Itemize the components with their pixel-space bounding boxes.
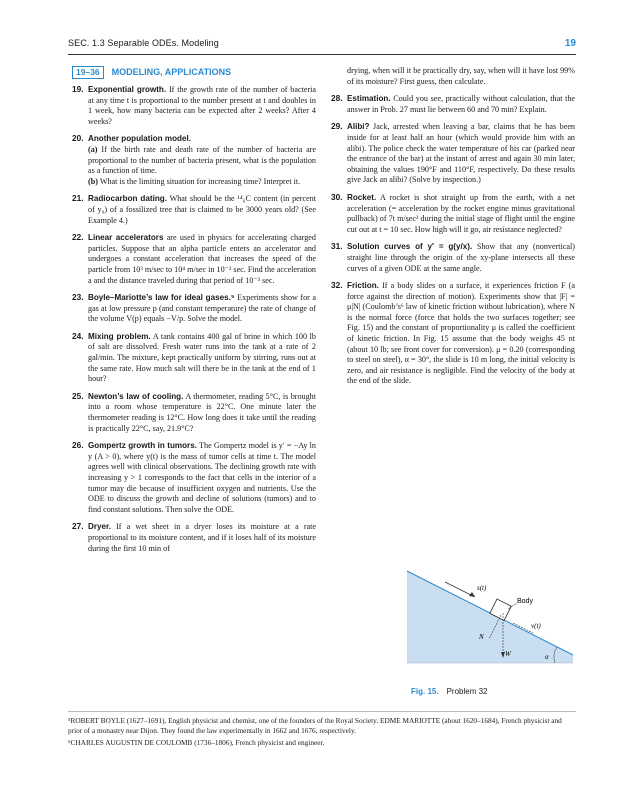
footnote-rule <box>68 711 576 712</box>
figure-caption <box>411 687 487 696</box>
label-body: Body <box>517 598 533 605</box>
left-column <box>72 66 316 560</box>
problem-25: 25. Newton’s law of cooling. A thermometer, reading 5°C, is brought into a room whose temperature is 22°C. One minute later the thermometer reading is 12°C. How long does it take until the reading is practically 22°C, say, 21.9°C? <box>72 390 316 433</box>
footnotes <box>68 716 576 751</box>
problem-23: 23. Boyle–Mariotte’s law for ideal gases.⁵ Experiments show for a gas at low pressure p (and constant temperature) the rate of change of the volume V(p) equals −V/p. Solve the model. <box>72 292 316 324</box>
problem-20: 20. Another population model. <box>72 133 191 144</box>
footnote-5: ⁵ROBERT BOYLE (1627–1691), English physicist and chemist, one of the founders of the Royal Society. EDME MARIOTTE (about 1620–1684), French physicist and prior of a monastry near Dijon. They found the law experimentally in 1662 and 1676, respectively. <box>68 716 562 735</box>
problem-31: 31. Solution curves of y′ = g(y/x). Show that any (nonvertical) straight line through the origin of the xy-plane intersects all these curves of a given ODE at the same angle. <box>331 241 575 273</box>
problem-set-heading: MODELING, APPLICATIONS <box>111 67 232 77</box>
problem-27: 27. Dryer. If a wet sheet in a dryer loses its moisture at a rate proportional to its moisture content, and if it loses half of its moisture during the first 10 min of <box>72 521 316 553</box>
problem-32: 32. Friction. If a body slides on a surface, it experiences friction F (a force against the direction of motion). Experiments show that |F| = μ|N| (Coulomb’s⁶ law of kinetic friction without lubrication), where N is the normal force (force that holds the two surfaces together; see Fig. 15) and the constant of proportionality μ is called the coefficient of kinetic friction. In Fig. 15 assume that the body weighs 45 nt (about 10 lb; see front cover for conversion). μ = 0.20 (corresponding to steel on steel), α = 30°, the slide is 10 m long, the initial velocity is zero, and air resistance is negligible. Find the velocity of the body at the end of the slide. <box>331 280 575 386</box>
label-alpha: α <box>545 653 549 661</box>
footnote-6: ⁶CHARLES AUGUSTIN DE COULOMB (1736–1806), French physicist and engineer. <box>68 738 325 748</box>
label-n: N <box>479 633 484 641</box>
problem-set-title <box>72 66 316 80</box>
running-header <box>68 38 576 52</box>
problem-22: 22. Linear accelerators are used in physics for accelerating charged particles. Suppose that an alpha particle enters an accelerator and undergoes a constant acceleration that increases the speed of the particle from 10³ m/sec to 10⁴ m/sec in 10⁻³ sec. Find the acceleration a and the distance traveled during that period of 10⁻³ sec. <box>72 232 316 285</box>
problem-27-continued: drying, when will it be practically dry, say, when will it have lost 99% of its moisture? First guess, then calculate. <box>347 66 575 86</box>
page-number: 19 <box>564 38 576 49</box>
label-v: v(t) <box>531 622 541 630</box>
problem-26: 26. Gompertz growth in tumors. The Gompertz model is y′ = −Ay ln y (A > 0), where y(t) is the mass of tumor cells at time t. The model agrees well with clinical observations. The declining growth rate with increasing y > 1 corresponds to the fact that cells in the interior of a tumor may die because of insufficient oxygen and nutrients. Use the ODE to discuss the growth and decline of solutions (tumors) and to find constant solutions. Then solve the ODE. <box>72 440 316 514</box>
problem-20-part-b: (b) What is the limiting situation for increasing time? Interpret it. <box>88 176 301 186</box>
label-w: W <box>505 650 511 658</box>
section-heading: SEC. 1.3 Separable ODEs. Modeling <box>68 38 219 48</box>
problem-24: 24. Mixing problem. A tank contains 400 gal of brine in which 100 lb of salt are dissolved. Fresh water runs into the tank at a rate of 2 gal/min. The mixture, kept practically uniform by stirring, runs out at the same rate. How much salt will there be in the tank at the end of 1 hour? <box>72 330 316 384</box>
right-column <box>331 66 575 393</box>
problem-20-part-a: (a) If the birth rate and death rate of the number of bacteria are proportional to the number of bacteria present, what is the population as a function of time. <box>88 144 316 176</box>
problem-19: 19. Exponential growth. If the growth rate of the number of bacteria at any time t is proportional to the number present at t and doubles in 1 week, how many bacteria can be expected after 2 weeks? After 4 weeks? <box>72 84 317 126</box>
problem-30: 30. Rocket. A rocket is shot straight up from the earth, with a net acceleration (= acceleration by the rocket engine minus gravitational pullback) of 7t m/sec² during the initial stage of flight until the engine cut out at t = 10 sec. How high will it go, air resistance neglected? <box>331 191 575 234</box>
inclined-plane-figure <box>405 563 575 681</box>
problem-21: 21. Radiocarbon dating. What should be the ¹⁴₆C content (in percent of y₀) of a fossilized tree that is claimed to be 3000 years old? (See Example 4.) <box>72 193 317 225</box>
problem-29: 29. Alibi? Jack, arrested when leaving a bar, claims that he has been inside for at least half an hour (which would provide him with an alibi). The police check the water temperature of his car (parked near the entrance of the bar) at the instant of arrest and again 30 min later, obtaining the values 190°F and 110°F, respectively. Do these results give Jack an alibi? (Solve by inspection.) <box>331 121 575 185</box>
incline-wedge <box>407 571 573 663</box>
label-s: s(t) <box>477 584 487 592</box>
figure-caption-text: Problem 32 <box>446 687 488 696</box>
problem-20-parts <box>72 145 316 187</box>
figure-label: Fig. 15. <box>411 687 439 696</box>
problem-range: 19–36 <box>72 66 104 79</box>
problem-28: 28. Estimation. Could you see, practically without calculation, that the answer in Prob. 27 must lie between 60 and 70 min? Explain. <box>331 93 576 114</box>
header-rule <box>68 54 576 55</box>
